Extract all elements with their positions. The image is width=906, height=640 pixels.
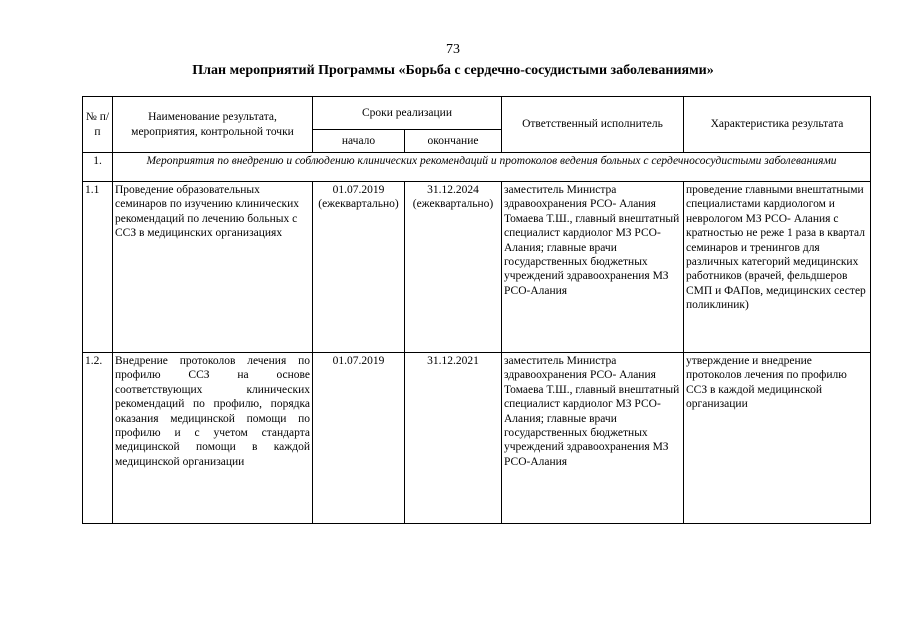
row-end: 31.12.2024 (ежеквартально) (405, 182, 502, 353)
row-name: Проведение образовательных семинаров по изучению клинических рекомендаций по лечению больных с ССЗ в медицинских организациях (113, 182, 313, 353)
table-row (83, 182, 871, 353)
page-number: 73 (446, 42, 460, 57)
row-end: 31.12.2021 (405, 353, 502, 524)
header-result: Характеристика результата (684, 97, 871, 153)
header-row (83, 97, 871, 130)
header-executor: Ответственный исполнитель (502, 97, 684, 153)
row-start: 01.07.2019 (ежеквартально) (313, 182, 405, 353)
header-period: Сроки реализации (313, 97, 502, 130)
header-name: Наименование результата, мероприятия, контрольной точки (113, 97, 313, 153)
document-title: План мероприятий Программы «Борьба с сердечно-сосудистыми заболеваниями» (192, 63, 714, 78)
section-num: 1. (83, 153, 113, 182)
header-end: окончание (405, 130, 502, 153)
section-row (83, 153, 871, 182)
plan-table (82, 96, 871, 524)
row-executor: заместитель Министра здравоохранения РСО- Алания Томаева Т.Ш., главный внештатный специалист кардиолог МЗ РСО-Алания; главные врачи государственных бюджетных учреждений здравоохранения МЗ РСО-Алания (502, 353, 684, 524)
header-start: начало (313, 130, 405, 153)
row-name: Внедрение протоколов лечения по профилю ССЗ на основе соответствующих клинических рекомендаций по профилю, порядка оказания медицинской помощи по профилю и с учетом стандарта медицинской помощи в каждой медицинской организации (113, 353, 313, 524)
row-result: проведение главными внештатными специалистами кардиологом и неврологом МЗ РСО- Алания с кратностью не реже 1 раза в квартал семинаров и тренингов для различных категорий медицинских работников (врачей, фельдшеров СМП и ФАПов, медицинских сестер поликлиник) (684, 182, 871, 353)
row-num: 1.2. (83, 353, 113, 524)
header-num: № п/п (83, 97, 113, 153)
row-num: 1.1 (83, 182, 113, 353)
row-result: утверждение и внедрение протоколов лечения по профилю ССЗ в каждой медицинской организации (684, 353, 871, 524)
row-executor: заместитель Министра здравоохранения РСО- Алания Томаева Т.Ш., главный внештатный специалист кардиолог МЗ РСО-Алания; главные врачи государственных бюджетных учреждений здравоохранения МЗ РСО-Алания (502, 182, 684, 353)
row-start: 01.07.2019 (313, 353, 405, 524)
section-title: Мероприятия по внедрению и соблюдению клинических рекомендаций и протоколов ведения больных с сердечнососудистыми заболеваниями (113, 153, 871, 182)
table-row (83, 353, 871, 524)
